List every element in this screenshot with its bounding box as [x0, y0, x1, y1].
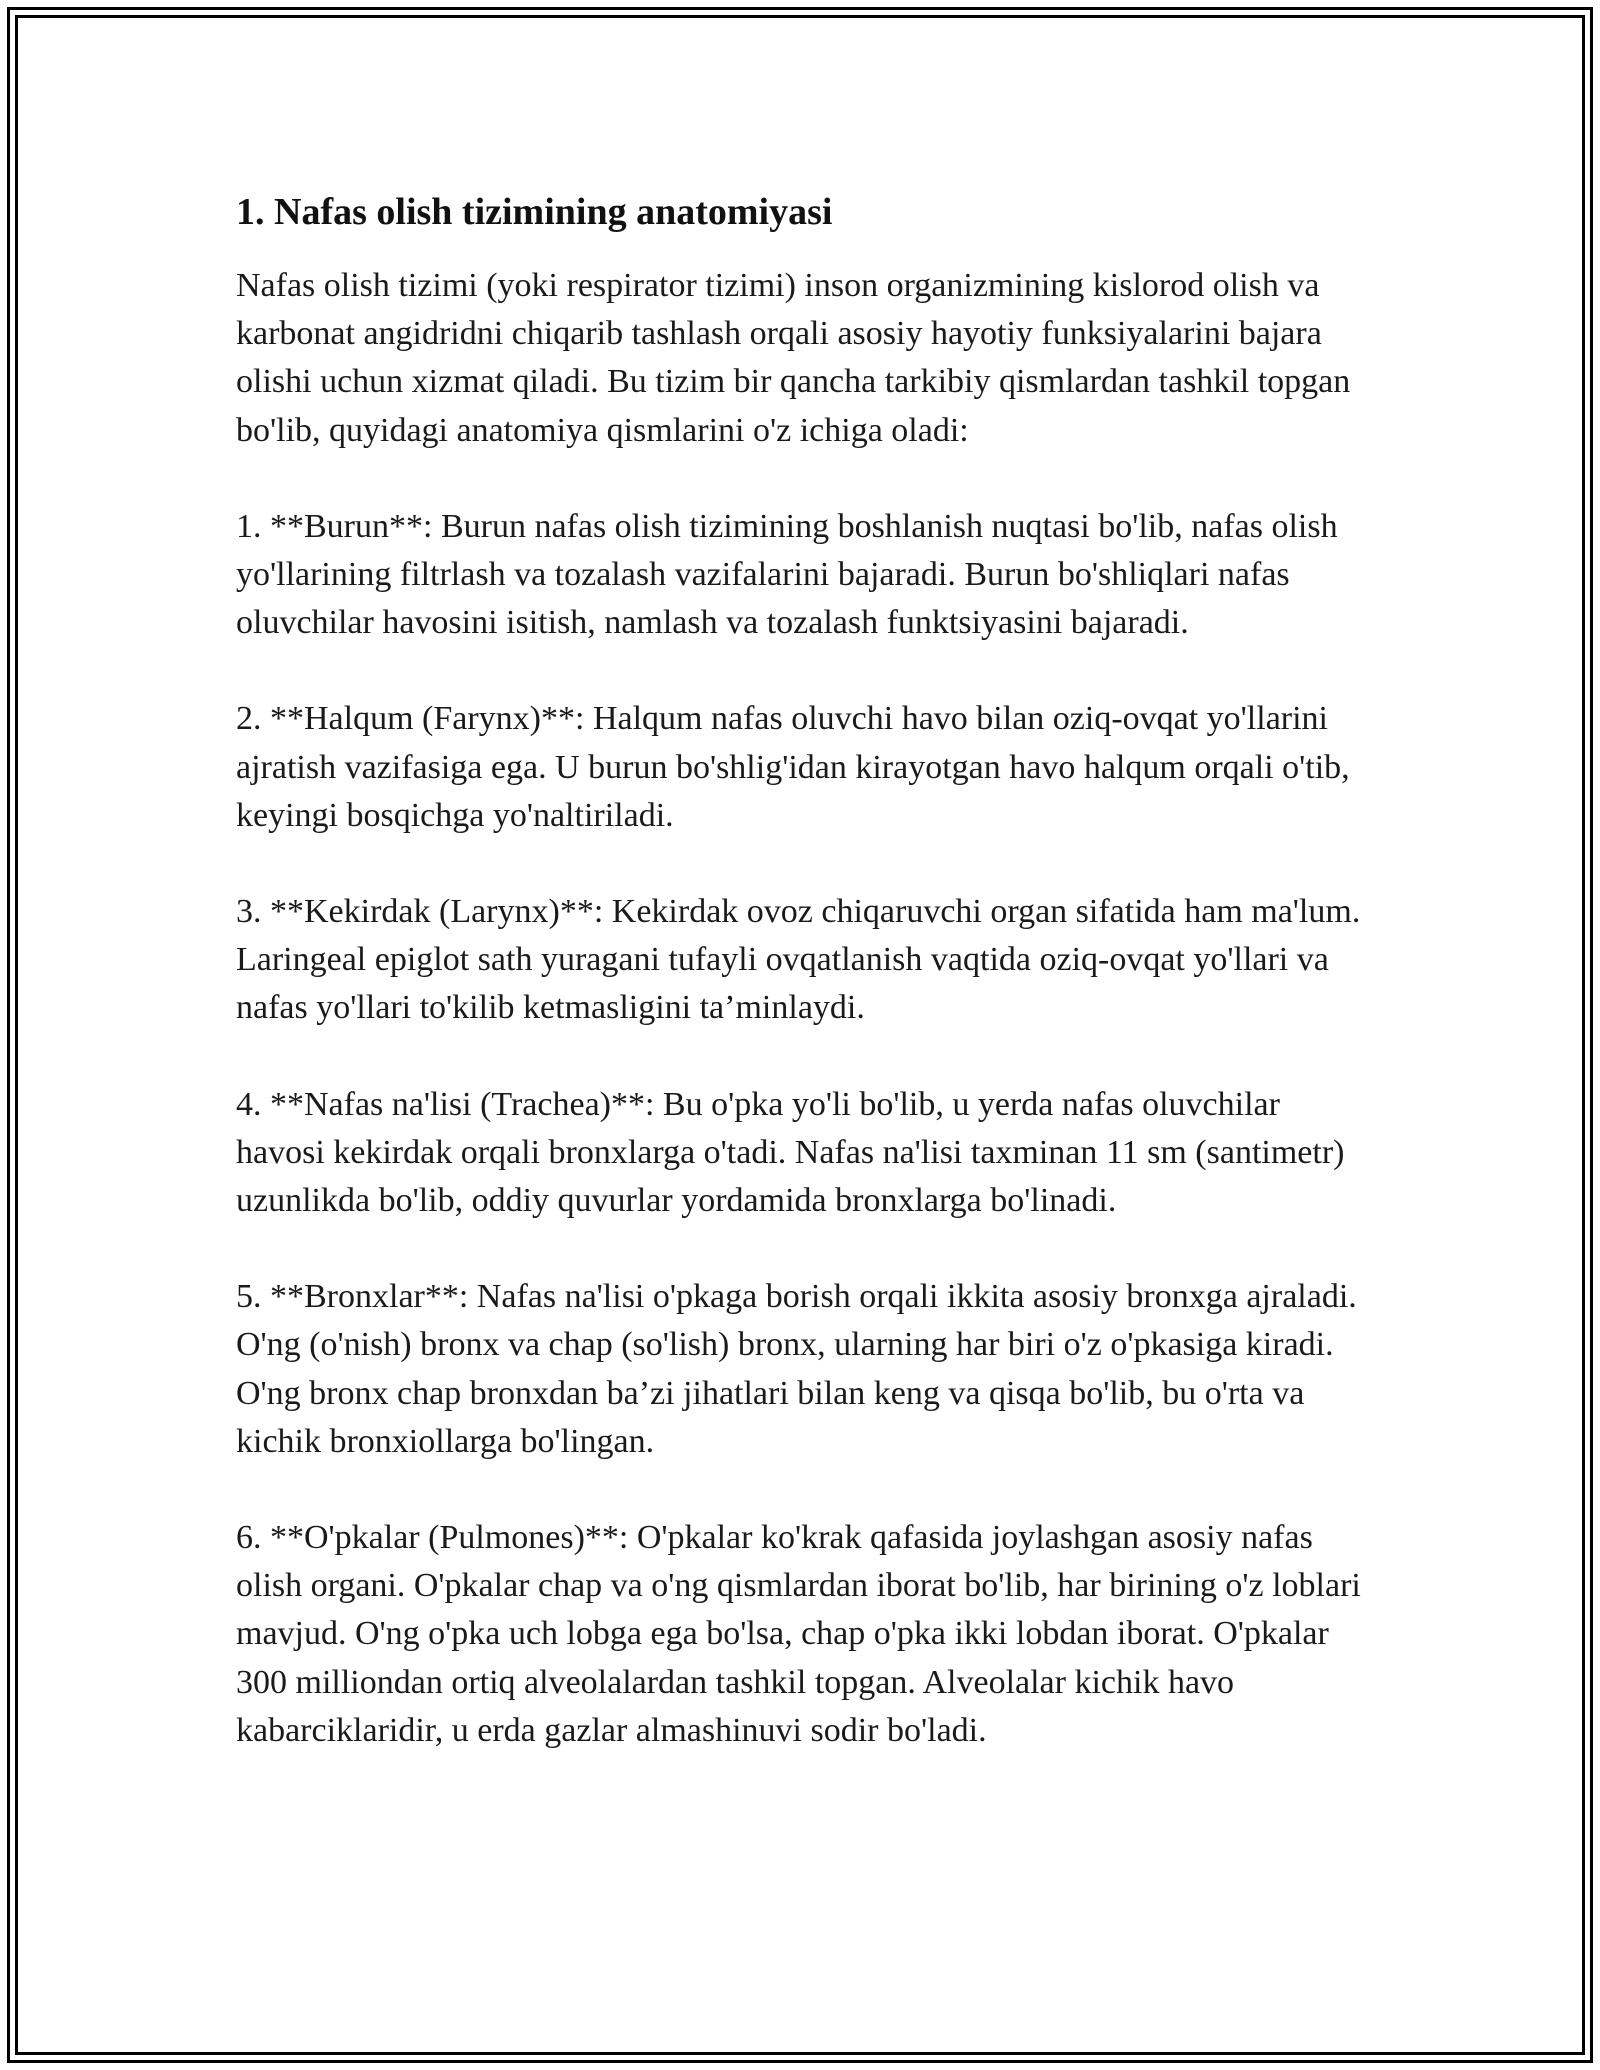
paragraph-opkalar: 6. **O'pkalar (Pulmones)**: O'pkalar ko'krak qafasida joylashgan asosiy nafas olish organi. O'pkalar chap va o'ng qismlardan iborat bo'lib, har birining o'z loblari mavjud. O'ng o'pka uch lobga ega bo'lsa, chap o'pka ikki lobdan iborat. O'pkalar 300 milliondan ortiq alveolalardan tashkil topgan. Alveolalar kichik havo kabarciklaridir, u erda gazlar almashinuvi sodir bo'ladi.: [236, 1519, 1361, 1749]
section-heading: 1. Nafas olish tizimining anatomiyasi: [236, 191, 833, 233]
paragraph-burun: 1. **Burun**: Burun nafas olish tizimining boshlanish nuqtasi bo'lib, nafas olish yo'llarining filtrlash va tozalash vazifalarini bajaradi. Burun bo'shliqlari nafas oluvchilar havosini isitish, namlash va tozalash funktsiyasini bajaradi.: [236, 507, 1338, 642]
paragraph-kekirdak: 3. **Kekirdak (Larynx)**: Kekirdak ovoz chiqaruvchi organ sifatida ham ma'lum. Laringeal epiglot sath yuragani tufayli ovqatlanish vaqtida oziq-ovqat yo'llari va nafas yo'llari to'kilib ketmasligini ta’minlaydi.: [236, 893, 1361, 1027]
paragraph-halqum: 2. **Halqum (Farynx)**: Halqum nafas oluvchi havo bilan oziq-ovqat yo'llarini ajratish vazifasiga ega. U burun bo'shlig'idan kirayotgan havo halqum orqali o'tib, keyingi bosqichga yo'naltiriladi.: [236, 700, 1350, 834]
paragraph-nafas-nalisi: 4. **Nafas na'lisi (Trachea)**: Bu o'pka yo'li bo'lib, u yerda nafas oluvchilar havosi kekirdak orqali bronxlarga o'tadi. Nafas na'lisi taxminan 11 sm (santimetr) uzunlikda bo'lib, oddiy quvurlar yordamida bronxlarga bo'linadi.: [236, 1085, 1345, 1220]
intro-paragraph: Nafas olish tizimi (yoki respirator tizimi) inson organizmining kislorod olish va karbonat angidridni chiqarib tashlash orqali asosiy hayotiy funksiyalarini bajara olishi uchun xizmat qiladi. Bu tizim bir qancha tarkibiy qismlardan tashkil topgan bo'lib, quyidagi anatomiya qismlarini o'z ichiga oladi:: [236, 267, 1351, 449]
document-body: [236, 188, 1376, 1803]
paragraph-bronxlar: 5. **Bronxlar**: Nafas na'lisi o'pkaga borish orqali ikkita asosiy bronxga ajraladi. O'ng (o'nish) bronx va chap (so'lish) bronx, ularning har biri o'z o'pkasiga kiradi. O'ng bronx chap bronxdan ba’zi jihatlari bilan keng va qisqa bo'lib, bu o'rta va kichik bronxiollarga bo'lingan.: [236, 1278, 1357, 1460]
